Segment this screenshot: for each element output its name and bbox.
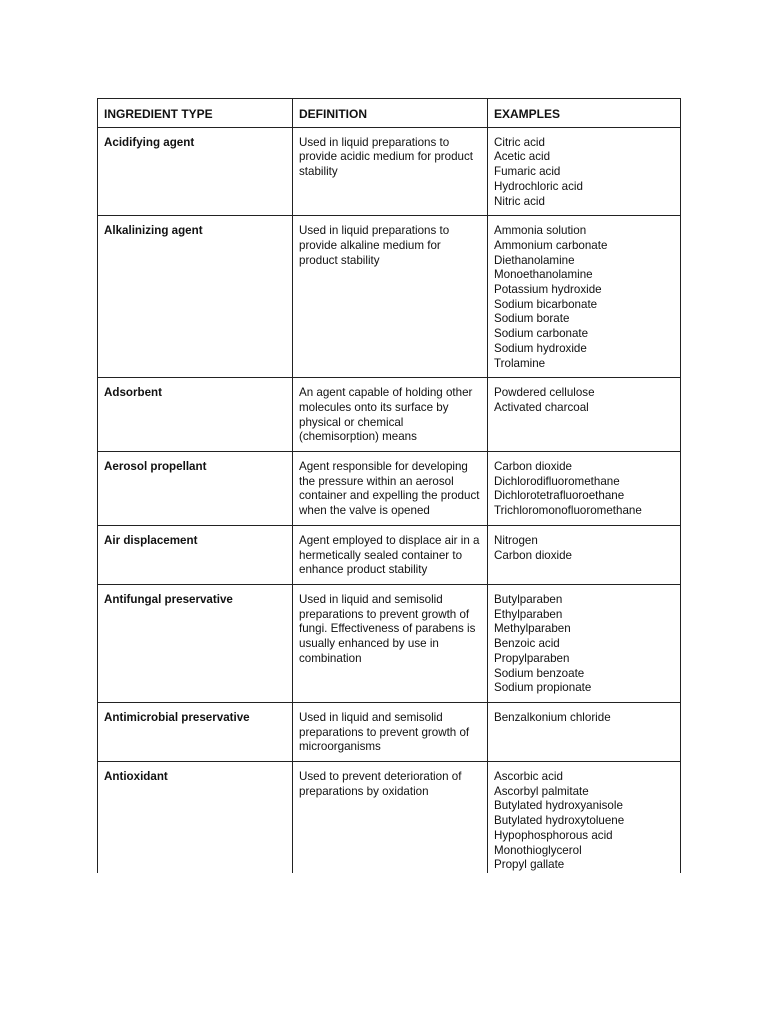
- example-item: Propylparaben: [494, 651, 570, 665]
- header-ingredient-type: INGREDIENT TYPE: [98, 99, 293, 128]
- definition-cell: Agent employed to displace air in a hermetically sealed container to enhance product stability: [293, 525, 488, 584]
- example-item: Trolamine: [494, 356, 546, 370]
- example-item: Benzalkonium chloride: [494, 710, 611, 724]
- table-row: [98, 584, 681, 702]
- example-item: Sodium bicarbonate: [494, 297, 598, 311]
- definition-cell: Used to prevent deterioration of preparations by oxidation: [293, 762, 488, 873]
- examples-cell: [488, 378, 681, 452]
- example-item: Dichlorotetrafluoroethane: [494, 489, 625, 503]
- example-item: Sodium propionate: [494, 681, 592, 695]
- header-examples: EXAMPLES: [488, 99, 681, 128]
- definition-cell: Agent responsible for developing the pressure within an aerosol container and expelling the product when the valve is opened: [293, 452, 488, 526]
- table-body: [98, 127, 681, 873]
- table-row: [98, 127, 681, 216]
- example-item: Nitric acid: [494, 194, 545, 208]
- example-item: Benzoic acid: [494, 637, 560, 651]
- table-row: [98, 702, 681, 761]
- table-row: [98, 525, 681, 584]
- ingredient-type-cell: Alkalinizing agent: [98, 216, 293, 378]
- ingredient-type-cell: Antifungal preservative: [98, 584, 293, 702]
- table-header-row: [98, 99, 681, 128]
- ingredient-type-cell: Aerosol propellant: [98, 452, 293, 526]
- table-row: [98, 452, 681, 526]
- table-row: [98, 378, 681, 452]
- example-item: Sodium carbonate: [494, 327, 589, 341]
- example-item: Monoethanolamine: [494, 268, 593, 282]
- example-item: Ammonia solution: [494, 224, 587, 238]
- examples-cell: [488, 762, 681, 873]
- example-item: Carbon dioxide: [494, 460, 572, 474]
- header-definition: DEFINITION: [293, 99, 488, 128]
- examples-cell: [488, 127, 681, 216]
- table-row: [98, 762, 681, 873]
- example-item: Ethylparaben: [494, 607, 563, 621]
- definition-cell: Used in liquid and semisolid preparations to prevent growth of fungi. Effectiveness of parabens is usually enhanced by use in combination: [293, 584, 488, 702]
- example-item: Carbon dioxide: [494, 548, 572, 562]
- example-item: Propyl gallate: [494, 858, 565, 872]
- example-item: Citric acid: [494, 135, 545, 149]
- example-item: Sodium borate: [494, 312, 570, 326]
- example-item: Trichloromonofluoromethane: [494, 504, 642, 518]
- example-item: Dichlorodifluoromethane: [494, 474, 620, 488]
- example-item: Butylparaben: [494, 592, 563, 606]
- example-item: Hypophosphorous acid: [494, 828, 613, 842]
- example-item: Acetic acid: [494, 150, 551, 164]
- example-item: Methylparaben: [494, 622, 571, 636]
- examples-cell: [488, 584, 681, 702]
- example-item: Nitrogen: [494, 533, 538, 547]
- example-item: Sodium benzoate: [494, 666, 585, 680]
- table-row: [98, 216, 681, 378]
- example-item: Monothioglycerol: [494, 843, 582, 857]
- example-item: Ascorbyl palmitate: [494, 784, 589, 798]
- ingredient-type-cell: Acidifying agent: [98, 127, 293, 216]
- definition-cell: Used in liquid preparations to provide alkaline medium for product stability: [293, 216, 488, 378]
- example-item: Ascorbic acid: [494, 770, 563, 784]
- example-item: Ammonium carbonate: [494, 238, 608, 252]
- example-item: Activated charcoal: [494, 400, 589, 414]
- example-item: Fumaric acid: [494, 165, 561, 179]
- example-item: Powdered cellulose: [494, 386, 595, 400]
- examples-cell: [488, 216, 681, 378]
- examples-cell: [488, 525, 681, 584]
- example-item: Butylated hydroxyanisole: [494, 799, 623, 813]
- examples-cell: [488, 452, 681, 526]
- ingredient-type-cell: Air displacement: [98, 525, 293, 584]
- ingredient-table: [97, 98, 681, 873]
- example-item: Potassium hydroxide: [494, 283, 602, 297]
- ingredient-type-cell: Adsorbent: [98, 378, 293, 452]
- definition-cell: Used in liquid preparations to provide acidic medium for product stability: [293, 127, 488, 216]
- definition-cell: An agent capable of holding other molecules onto its surface by physical or chemical (chemisorption) means: [293, 378, 488, 452]
- example-item: Diethanolamine: [494, 253, 575, 267]
- example-item: Hydrochloric acid: [494, 179, 583, 193]
- examples-cell: [488, 702, 681, 761]
- example-item: Butylated hydroxytoluene: [494, 814, 625, 828]
- ingredient-type-cell: Antimicrobial preservative: [98, 702, 293, 761]
- ingredient-type-cell: Antioxidant: [98, 762, 293, 873]
- example-item: Sodium hydroxide: [494, 341, 587, 355]
- definition-cell: Used in liquid and semisolid preparations to prevent growth of microorganisms: [293, 702, 488, 761]
